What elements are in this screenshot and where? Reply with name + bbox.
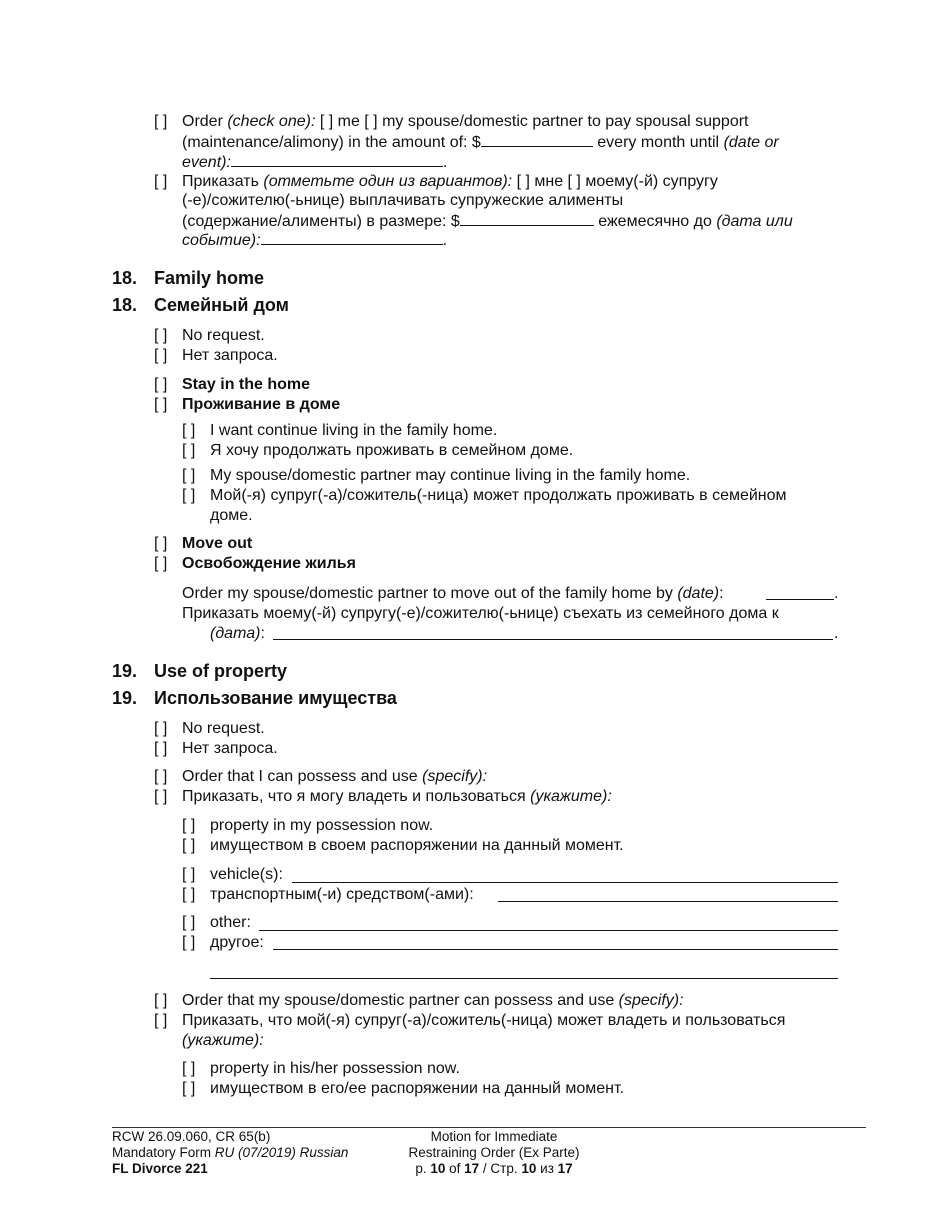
text-italic: (дата или [716, 213, 793, 230]
option-label: транспортным(-и) средством(-ами): [210, 886, 474, 903]
text: of [445, 1161, 465, 1176]
checkbox[interactable]: [ ] [182, 1080, 196, 1097]
other-field[interactable] [273, 949, 838, 950]
option-label: Я хочу продолжать проживать в семейном доме. [210, 442, 574, 459]
checkbox[interactable]: [ ] [154, 788, 168, 805]
text: 17 [557, 1161, 573, 1176]
checkbox[interactable]: [ ] [182, 422, 196, 439]
text: 10 [430, 1161, 446, 1176]
text-italic: (specify): [618, 992, 684, 1009]
text: : [719, 585, 724, 602]
date-field[interactable] [766, 599, 834, 600]
checkbox[interactable]: [ ] [182, 866, 196, 883]
section-number: 19. [112, 688, 138, 708]
checkbox[interactable]: [ ] [154, 396, 168, 413]
text-italic: (укажите): [182, 1032, 264, 1049]
checkbox[interactable]: [ ] [154, 347, 168, 364]
date-field[interactable] [231, 152, 443, 167]
checkbox[interactable]: [ ] [182, 817, 196, 834]
option-label: No request. [182, 327, 265, 344]
text: / Стр. [479, 1161, 522, 1176]
section-number: 18. [112, 268, 138, 288]
text: . [834, 585, 839, 602]
footer-doc-title-1: Motion for Immediate [430, 1129, 558, 1144]
option-label: No request. [182, 720, 265, 737]
text: [ ] мне [ ] моему(-й) супругу [512, 173, 718, 190]
other-field-continued[interactable] [210, 978, 838, 979]
text-italic: событие): [182, 232, 261, 249]
section-number: 18. [112, 295, 138, 315]
text: Приказать, что я могу владеть и пользоваться [182, 788, 531, 805]
text-italic: (отметьте один из вариантов): [263, 173, 513, 190]
date-field[interactable] [273, 639, 833, 640]
checkbox[interactable]: [ ] [182, 487, 196, 504]
option-label: Мой(-я) супруг(-а)/сожитель(-ница) может продолжать проживать в семейном [210, 487, 787, 504]
page-number [374, 1161, 614, 1177]
option-label: Move out [182, 535, 253, 552]
option-label: other: [210, 914, 251, 931]
option-label: My spouse/domestic partner may continue living in the family home. [210, 467, 691, 484]
checkbox[interactable]: [ ] [154, 768, 168, 785]
amount-field[interactable] [481, 132, 593, 147]
text: p. [415, 1161, 431, 1176]
vehicle-field[interactable] [292, 882, 838, 883]
text: . [834, 625, 839, 642]
option-label: другое: [210, 934, 264, 951]
text: Order that my spouse/domestic partner can possess and use [182, 992, 619, 1009]
section-title: Use of property [154, 661, 288, 681]
checkbox[interactable]: [ ] [154, 740, 168, 757]
footer-form-label: Mandatory Form [112, 1145, 215, 1160]
text: . [442, 232, 448, 249]
text: Order [182, 113, 228, 130]
checkbox[interactable]: [ ] [182, 934, 196, 951]
checkbox[interactable]: [ ] [182, 442, 196, 459]
option-label: vehicle(s): [210, 866, 283, 883]
section-title: Использование имущества [154, 688, 397, 708]
checkbox[interactable]: [ ] [154, 327, 168, 344]
text: [ ] me [ ] my spouse/domestic partner to pay spousal support [315, 113, 749, 130]
other-field[interactable] [259, 930, 838, 931]
text: (содержание/алименты) в размере: $ [182, 213, 460, 230]
checkbox[interactable]: [ ] [182, 1060, 196, 1077]
option-label: Stay in the home [182, 376, 311, 393]
text: . [442, 154, 448, 171]
checkbox[interactable]: [ ] [154, 1012, 168, 1029]
checkbox[interactable]: [ ] [154, 173, 168, 190]
footer-rcw: RCW 26.09.060, CR 65(b) [112, 1129, 271, 1144]
text-italic: (date or [723, 134, 779, 151]
checkbox[interactable]: [ ] [154, 992, 168, 1009]
checkbox[interactable]: [ ] [154, 376, 168, 393]
footer-form-id: FL Divorce 221 [112, 1161, 208, 1176]
option-label: имуществом в его/ее распоряжении на данный момент. [210, 1080, 625, 1097]
option-label: Нет запроса. [182, 347, 278, 364]
text-italic: event): [182, 154, 231, 171]
text: every month until [592, 134, 724, 151]
checkbox[interactable]: [ ] [154, 113, 168, 130]
option-label: имуществом в своем распоряжении на данный момент. [210, 837, 624, 854]
text: Order that I can possess and use [182, 768, 423, 785]
text-italic: (specify): [422, 768, 488, 785]
text-italic: (check one): [227, 113, 316, 130]
section-title: Family home [154, 268, 265, 288]
checkbox[interactable]: [ ] [154, 555, 168, 572]
option-label: Приказать, что мой(-я) супруг(-а)/сожитель(-ница) может владеть и пользоваться [182, 1012, 786, 1029]
footer-doc-title-2: Restraining Order (Ex Parte) [408, 1145, 580, 1160]
text: : [260, 625, 265, 642]
date-field[interactable] [261, 230, 443, 245]
checkbox[interactable]: [ ] [154, 535, 168, 552]
checkbox[interactable]: [ ] [182, 886, 196, 903]
option-label: доме. [210, 507, 253, 524]
text: Order my spouse/domestic partner to move out of the family home by [182, 585, 678, 602]
text: из [536, 1161, 558, 1176]
text: (-е)/сожителю(-ьнице) выплачивать супружеские алименты [182, 192, 624, 209]
text: Приказать моему(-й) супругу(-е)/сожителю(-ьнице) съехать из семейного дома к [182, 605, 779, 622]
footer-divider [112, 1127, 866, 1128]
section-number: 19. [112, 661, 138, 681]
text: ежемесячно до [593, 213, 717, 230]
text-italic: (укажите): [530, 788, 612, 805]
section-title: Семейный дом [154, 295, 289, 315]
checkbox[interactable]: [ ] [182, 467, 196, 484]
text: (maintenance/alimony) in the amount of: $ [182, 134, 481, 151]
amount-field[interactable] [460, 211, 594, 226]
option-label: property in my possession now. [210, 817, 434, 834]
option-label: property in his/her possession now. [210, 1060, 460, 1077]
footer-form-version: RU (07/2019) Russian [214, 1145, 349, 1160]
option-label: Нет запроса. [182, 740, 278, 757]
text: 17 [464, 1161, 480, 1176]
checkbox[interactable]: [ ] [154, 720, 168, 737]
option-label: Освобождение жилья [182, 555, 356, 572]
text-italic: (date) [677, 585, 720, 602]
vehicle-field[interactable] [498, 901, 838, 902]
checkbox[interactable]: [ ] [182, 837, 196, 854]
checkbox[interactable]: [ ] [182, 914, 196, 931]
option-label: I want continue living in the family home. [210, 422, 498, 439]
text: Приказать [182, 173, 264, 190]
text-italic: (дата) [210, 625, 261, 642]
option-label: Проживание в доме [182, 396, 341, 413]
text: 10 [521, 1161, 537, 1176]
